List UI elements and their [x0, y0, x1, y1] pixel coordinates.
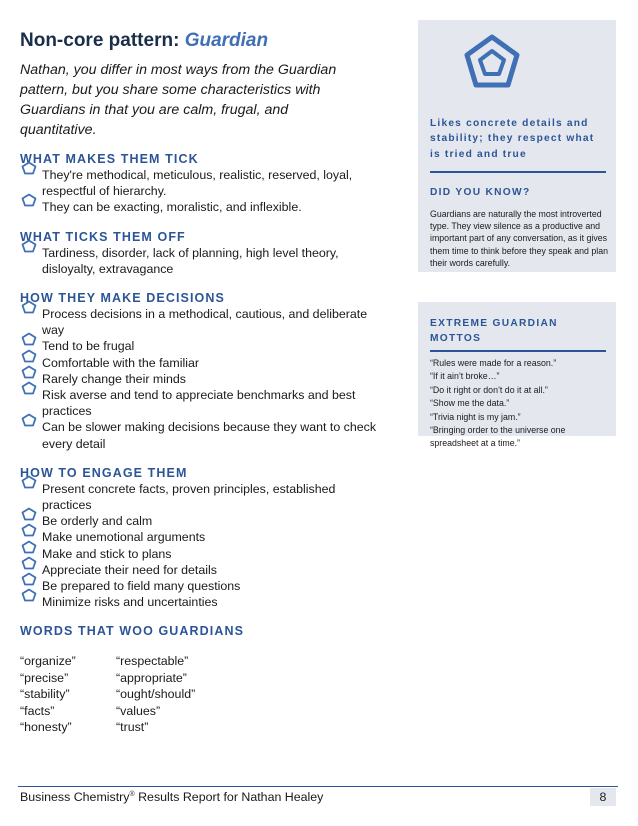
page-title — [20, 28, 400, 54]
bullet-item — [20, 419, 382, 451]
footer-text — [20, 790, 323, 804]
bullet-item — [20, 306, 382, 338]
section-heading: WHAT TICKS THEM OFF — [20, 229, 186, 244]
section-heading: HOW TO ENGAGE THEM — [20, 465, 188, 480]
motto-line: “Do it right or don’t do it at all.” — [430, 384, 548, 395]
bullet-text: Comfortable with the familiar — [42, 355, 200, 370]
pentagon-bullet-icon — [21, 349, 37, 363]
word-item: “organize” — [20, 654, 76, 669]
bullet-text: Tardiness, disorder, lack of planning, high level theory, disloyalty, extravagance — [42, 245, 339, 276]
bullet-text: They're methodical, meticulous, realistic, reserved, loyal, respectful of hierarchy. — [42, 168, 353, 199]
bullet-item — [20, 245, 382, 277]
registered-mark: ® — [129, 790, 135, 798]
bullet-text: Be orderly and calm — [42, 514, 153, 529]
bullet-item — [20, 481, 382, 513]
pentagon-bullet-icon — [21, 523, 37, 537]
bullet-text: Make unemotional arguments — [42, 530, 206, 545]
word-item: “ought/should” — [116, 687, 196, 702]
bullet-text: Tend to be frugal — [42, 339, 135, 354]
motto-line: “Show me the data.” — [430, 398, 510, 409]
word-item: “trust” — [116, 720, 149, 735]
bullet-item — [20, 578, 382, 594]
pentagon-bullet-icon — [21, 161, 37, 175]
bullet-list — [20, 306, 400, 452]
divider — [430, 171, 606, 173]
guardian-pentagon-icon — [464, 34, 520, 90]
divider — [430, 350, 606, 352]
mottos-heading: EXTREME GUARDIAN MOTTOS — [430, 318, 558, 345]
bullet-item — [20, 529, 382, 545]
word-item: “facts” — [20, 703, 55, 718]
main-column — [20, 28, 400, 750]
pentagon-bullet-icon — [21, 475, 37, 489]
pentagon-bullet-icon — [21, 572, 37, 586]
sidebar-panel-tagline — [418, 20, 616, 272]
section-heading: HOW THEY MAKE DECISIONS — [20, 291, 225, 306]
pentagon-bullet-icon — [21, 556, 37, 570]
section-off — [20, 230, 400, 277]
pentagon-bullet-icon — [21, 193, 37, 207]
motto-line: “If it ain’t broke…” — [430, 371, 500, 382]
motto-line: “Bringing order to the universe one — [430, 425, 566, 436]
pentagon-bullet-icon — [21, 381, 37, 395]
title-prefix: Non-core pattern: — [20, 30, 185, 51]
bullet-text: Minimize risks and uncertainties — [42, 595, 218, 610]
page-number: 8 — [590, 788, 616, 806]
footer-divider — [18, 786, 618, 787]
bullet-text: Can be slower making decisions because they want to check every detail — [42, 420, 377, 451]
section-words — [20, 624, 400, 735]
word-item: “respectable” — [116, 654, 189, 669]
pentagon-bullet-icon — [21, 413, 37, 427]
bullet-item — [20, 199, 382, 215]
title-accent: Guardian — [184, 30, 269, 51]
sidebar-panel-mottos — [418, 302, 616, 449]
motto-line: spreadsheet at a time.” — [430, 438, 520, 449]
bullet-text: Make and stick to plans — [42, 546, 172, 561]
bullet-text: They can be exacting, moralistic, and inflexible. — [42, 200, 302, 215]
bullet-list — [20, 481, 400, 611]
guardian-tagline: Likes concrete details and stability; they respect what is tried and true — [430, 118, 595, 160]
bullet-item — [20, 513, 382, 529]
bullet-text: Process decisions in a methodical, cautious, and deliberate way — [42, 307, 368, 338]
word-item: “appropriate” — [116, 670, 187, 685]
did-you-know-heading: DID YOU KNOW? — [430, 187, 531, 198]
bullet-text: Risk averse and tend to appreciate benchmarks and best practices — [42, 388, 356, 419]
motto-line: “Trivia night is my jam.” — [430, 411, 521, 422]
pentagon-bullet-icon — [21, 332, 37, 346]
section-tick — [20, 152, 400, 216]
did-you-know-body: Guardians are naturally the most introverted type. They view silence as a productive and important part of any conversation, as it gives them time to think before they speak and plan their words carefully. — [430, 209, 608, 268]
bullet-item — [20, 546, 382, 562]
bullet-item — [20, 562, 382, 578]
word-item: “honesty” — [20, 720, 72, 735]
bullet-text: Be prepared to field many questions — [42, 579, 241, 594]
footer-rest: Results Report for Nathan Healey — [134, 790, 324, 804]
bullet-item — [20, 338, 382, 354]
pentagon-bullet-icon — [21, 588, 37, 602]
bullet-text: Appreciate their need for details — [42, 562, 217, 577]
bullet-item — [20, 594, 382, 610]
intro-text: Nathan, you differ in most ways from the Guardian pattern, but you share some characteristics with Guardians in that you are calm, frugal, and quantitative. — [20, 62, 337, 138]
bullet-item — [20, 355, 382, 371]
footer-brand: Business Chemistry — [20, 790, 130, 804]
pentagon-bullet-icon — [21, 300, 37, 314]
word-item: “stability” — [20, 687, 70, 702]
bullet-item — [20, 371, 382, 387]
section-heading: WHAT MAKES THEM TICK — [20, 152, 199, 166]
bullet-list — [20, 167, 400, 216]
pentagon-bullet-icon — [21, 239, 37, 253]
bullet-text: Present concrete facts, proven principles, established practices — [42, 481, 336, 513]
bullet-text: Rarely change their minds — [42, 371, 186, 386]
words-grid — [20, 653, 400, 735]
section-heading: WORDS THAT WOO GUARDIANS — [20, 624, 245, 639]
bullet-list — [20, 245, 400, 277]
section-engage — [20, 466, 400, 611]
word-item: “precise” — [20, 670, 69, 685]
motto-line: “Rules were made for a reason.” — [430, 358, 557, 368]
bullet-item — [20, 167, 382, 199]
bullet-item — [20, 387, 382, 419]
pentagon-bullet-icon — [21, 507, 37, 521]
mottos-list — [430, 357, 612, 451]
word-item: “values” — [116, 703, 161, 718]
pentagon-bullet-icon — [21, 540, 37, 554]
pentagon-bullet-icon — [21, 365, 37, 379]
section-decisions — [20, 291, 400, 452]
